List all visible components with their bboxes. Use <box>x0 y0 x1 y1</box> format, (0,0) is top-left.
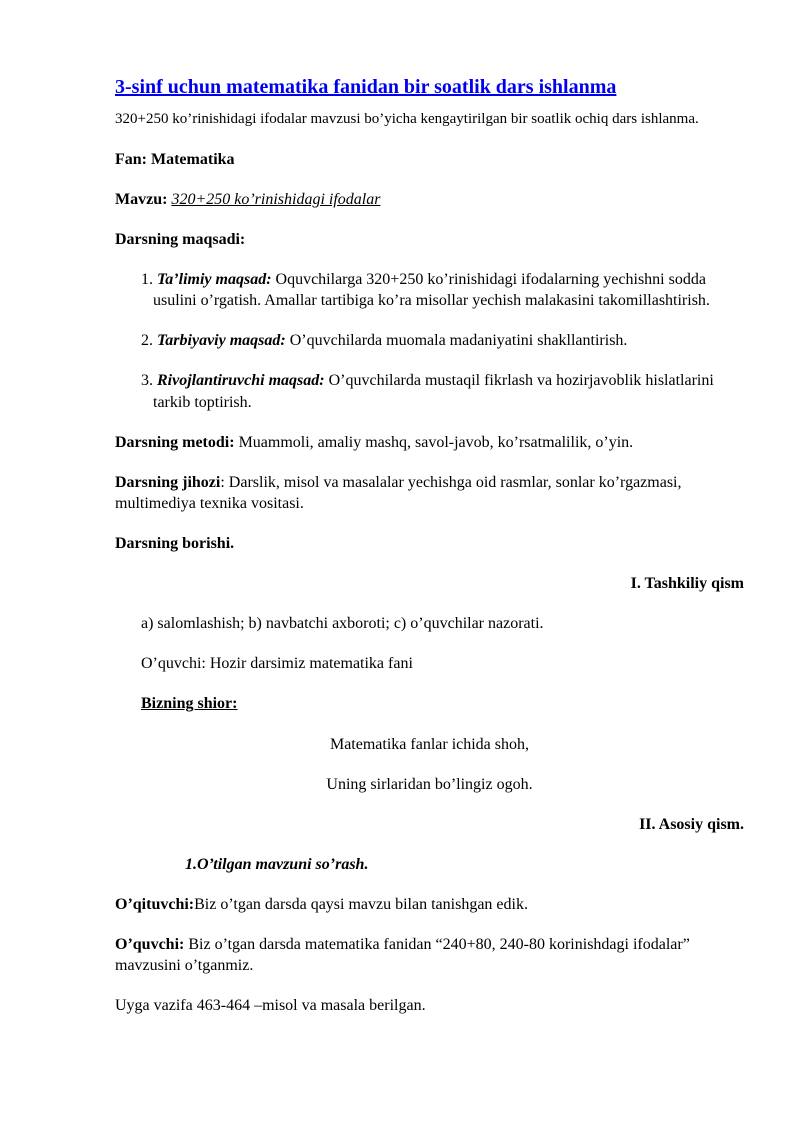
goals-heading: Darsning maqsadi: <box>115 231 246 249</box>
goal-3-label: Rivojlantiruvchi maqsad: <box>157 372 325 390</box>
pupil-intro-line: O’quvchi: Hozir darsimiz matematika fani <box>141 655 413 673</box>
teacher-line <box>115 894 744 915</box>
pupil-label: O’quvchi: <box>115 936 185 954</box>
pupil-text: Biz o’tgan darsda matematika fanidan “240+80, 240-80 korinishdagi ifodalar” mavzusini o’tganmiz. <box>115 936 690 975</box>
motto-label: Bizning shior: <box>141 695 238 713</box>
motto-line-1: Matematika fanlar ichida shoh, <box>329 735 530 753</box>
goal-3-number: 3. <box>141 372 157 390</box>
teacher-text: Biz o’tgan darsda qaysi mavzu bilan tanishgan edik. <box>194 895 528 913</box>
topic-label: Mavzu: <box>115 190 172 208</box>
greeting-line: a) salomlashish; b) navbatchi axboroti; c) o’quvchilar nazorati. <box>141 615 544 633</box>
topic-line <box>115 189 744 210</box>
goal-1-label: Ta’limiy maqsad: <box>157 271 272 289</box>
goal-3-text: O’quvchilarda mustaqil fikrlash va hozirjavoblik hislatlarini tarkib toptirish. <box>153 372 714 411</box>
goal-2-number: 2. <box>141 332 157 350</box>
method-line <box>115 432 744 453</box>
method-text: Muammoli, amaliy mashq, savol-javob, ko’rsatmalilik, o’yin. <box>234 433 634 451</box>
section-2-heading: II. Asosiy qism. <box>639 815 744 833</box>
section-1-heading: I. Tashkiliy qism <box>630 575 744 593</box>
pupil-line <box>115 934 744 976</box>
equipment-label: Darsning jihozi <box>115 473 221 491</box>
document-subtitle: 320+250 ko’rinishidagi ifodalar mavzusi bo’yicha kengaytirilgan bir soatlik ochiq dars ishlanma. <box>115 111 699 127</box>
goal-item-2 <box>141 330 744 351</box>
goal-item-1 <box>141 269 744 311</box>
equipment-line <box>115 472 744 514</box>
subject-line: Fan: Matematika <box>115 150 235 168</box>
goal-1-text: Oquvchilarga 320+250 ko’rinishidagi ifodalarning yechishni sodda usulini o’rgatish. Amallar tartibiga ko’ra misollar yechish malakasini takomillashtirish. <box>153 271 710 310</box>
goal-2-text: O’quvchilarda muomala madaniyatini shakllantirish. <box>285 332 628 350</box>
homework-line: Uyga vazifa 463-464 –misol va masala berilgan. <box>115 997 426 1015</box>
document-title: 3-sinf uchun matematika fanidan bir soatlik dars ishlanma <box>115 76 617 98</box>
teacher-label: O’qituvchi: <box>115 895 195 913</box>
motto-line-2: Uning sirlaridan bo’lingiz ogoh. <box>326 775 533 793</box>
subsection-heading: 1.O’tilgan mavzuni so’rash. <box>185 855 369 873</box>
procedure-heading: Darsning borishi. <box>115 535 235 552</box>
method-label: Darsning metodi: <box>115 433 235 451</box>
goal-item-3 <box>141 370 744 412</box>
equipment-text: : Darslik, misol va masalalar yechishga oid rasmlar, sonlar ko’rgazmasi, multimediya texnika vositasi. <box>115 473 682 512</box>
goal-1-number: 1. <box>141 271 157 289</box>
topic-value: 320+250 ko’rinishidagi ifodalar <box>171 190 381 208</box>
goal-2-label: Tarbiyaviy maqsad: <box>157 332 286 350</box>
